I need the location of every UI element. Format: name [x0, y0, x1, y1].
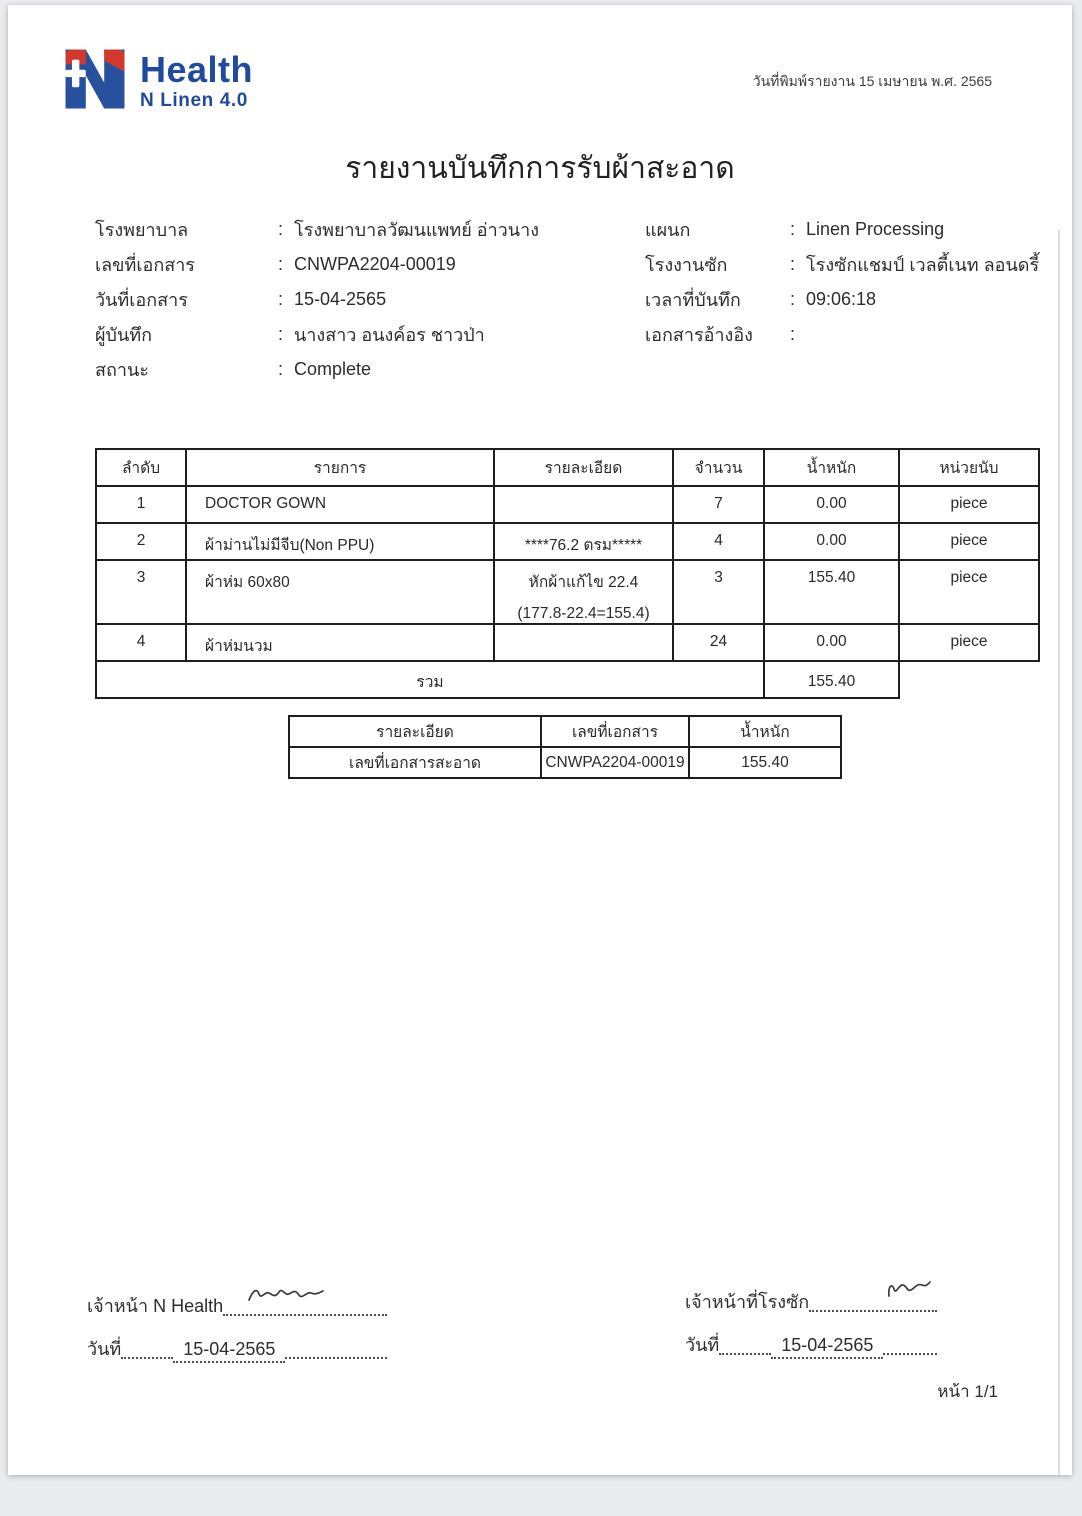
info-row-doc-date: [95, 282, 539, 317]
colon: :: [790, 289, 796, 309]
info-section-right: [645, 212, 1039, 352]
cell-item: ผ้าห่มนวม: [186, 624, 494, 661]
info-value: CNWPA2204-00019: [294, 254, 456, 274]
colon: :: [278, 289, 284, 309]
info-value: Linen Processing: [806, 219, 945, 239]
cell-item: DOCTOR GOWN: [186, 486, 494, 523]
info-row-record-time: [645, 282, 1039, 317]
cell-qty: 7: [673, 486, 764, 523]
page-number: หน้า 1/1: [937, 1382, 998, 1401]
cell-no: 2: [96, 523, 186, 560]
header-weight: น้ำหนัก: [764, 449, 899, 486]
dotted-line: [121, 1357, 173, 1359]
signature-block-nhealth: [87, 1292, 387, 1363]
date-label: วันที่: [685, 1335, 720, 1355]
cell-detail: ****76.2 ตรม*****: [494, 523, 673, 560]
colon: :: [790, 324, 796, 344]
summary-cell-docno: CNWPA2204-00019: [541, 747, 689, 778]
cell-unit: piece: [899, 486, 1039, 523]
info-section-left: [95, 212, 539, 387]
cell-qty: 24: [673, 624, 764, 661]
info-row-hospital: [95, 212, 539, 247]
cell-no: 4: [96, 624, 186, 661]
document-page: [8, 5, 1072, 1475]
info-value: โรงซักแชมป์ เวลตี้เนท ลอนดรี้: [806, 255, 1040, 275]
status-value: Complete: [294, 359, 372, 379]
print-date: วันที่พิมพ์รายงาน 15 เมษายน พ.ศ. 2565: [752, 73, 992, 89]
dotted-line: [285, 1357, 387, 1359]
table-row: [96, 486, 1039, 523]
nhealth-logo-icon: [60, 44, 130, 119]
header-qty: จำนวน: [673, 449, 764, 486]
info-label: เลขที่เอกสาร: [95, 255, 195, 275]
table-row: [96, 560, 1039, 624]
header-unit: หน่วยนับ: [899, 449, 1039, 486]
dotted-line: [809, 1310, 937, 1312]
info-row-doc-number: [95, 247, 539, 282]
cell-unit: piece: [899, 624, 1039, 661]
cell-detail: [494, 560, 673, 624]
nhealth-logo: [60, 44, 253, 119]
info-label: วันที่เอกสาร: [95, 290, 188, 310]
cell-weight: 155.40: [764, 560, 899, 624]
cell-detail: [494, 486, 673, 523]
summary-header: [289, 716, 841, 747]
header-detail: รายละเอียด: [494, 449, 673, 486]
items-table-header: [96, 449, 1039, 486]
summary-cell-weight: 155.40: [689, 747, 841, 778]
info-label: สถานะ: [95, 360, 149, 380]
signature-date: 15-04-2565: [173, 1339, 285, 1363]
info-label: แผนก: [645, 220, 691, 240]
cell-qty: 4: [673, 523, 764, 560]
empty-cell: [899, 661, 1039, 698]
signature-block-laundry: [685, 1288, 937, 1359]
signature-line: [685, 1288, 937, 1316]
info-value: นางสาว อนงค์อร ชาวป่า: [294, 325, 485, 345]
summary-header-weight: น้ำหนัก: [689, 716, 841, 747]
date-label: วันที่: [87, 1339, 122, 1359]
summary-header-docno: เลขที่เอกสาร: [541, 716, 689, 747]
info-label: โรงงานซัก: [645, 255, 728, 275]
product-name: N Linen 4.0: [140, 90, 248, 111]
colon: :: [278, 254, 284, 274]
detail-line-1: หักผ้าแก้ไข 22.4: [528, 574, 639, 591]
total-row: [96, 661, 1039, 698]
dotted-line: [883, 1353, 937, 1355]
cell-item: ผ้าห่ม 60x80: [186, 560, 494, 624]
colon: :: [278, 359, 284, 379]
cell-weight: 0.00: [764, 624, 899, 661]
brand-name: Health: [140, 49, 254, 90]
summary-header-detail: รายละเอียด: [289, 716, 541, 747]
summary-row: [289, 747, 841, 778]
items-table: [95, 448, 1040, 699]
report-title: รายงานบันทึกการรับผ้าสะอาด: [345, 152, 735, 185]
dotted-line: [719, 1353, 771, 1355]
cell-no: 1: [96, 486, 186, 523]
signature-date: 15-04-2565: [771, 1335, 883, 1359]
signature-date-line: [685, 1331, 937, 1359]
info-label: เอกสารอ้างอิง: [645, 325, 753, 345]
signature-label: เจ้าหน้า N Health: [87, 1296, 224, 1316]
colon: :: [790, 254, 796, 274]
header-no: ลำดับ: [96, 449, 186, 486]
info-row-reference: [645, 317, 1039, 352]
summary-table: [288, 715, 842, 779]
cell-weight: 0.00: [764, 486, 899, 523]
table-row: [96, 624, 1039, 661]
info-row-status: [95, 352, 539, 387]
colon: :: [790, 219, 796, 239]
colon: :: [278, 219, 284, 239]
table-row: [96, 523, 1039, 560]
signature-date-line: [87, 1335, 387, 1363]
header-item: รายการ: [186, 449, 494, 486]
cell-unit: piece: [899, 523, 1039, 560]
cell-detail: [494, 624, 673, 661]
cell-item: ผ้าม่านไม่มีจีบ(Non PPU): [186, 523, 494, 560]
cell-unit: piece: [899, 560, 1039, 624]
info-label: ผู้บันทึก: [95, 325, 153, 345]
info-label: เวลาที่บันทึก: [645, 290, 741, 310]
total-weight: 155.40: [764, 661, 899, 698]
info-label: โรงพยาบาล: [95, 220, 189, 240]
cell-no: 3: [96, 560, 186, 624]
total-label: รวม: [96, 661, 764, 698]
info-value: 15-04-2565: [294, 289, 387, 309]
info-row-recorder: [95, 317, 539, 352]
summary-cell-detail: เลขที่เอกสารสะอาด: [289, 747, 541, 778]
colon: :: [278, 324, 284, 344]
info-value: 09:06:18: [806, 289, 877, 309]
dotted-line: [223, 1314, 387, 1316]
signature-label: เจ้าหน้าที่โรงซัก: [685, 1292, 810, 1312]
info-row-laundry: [645, 247, 1039, 282]
cell-weight: 0.00: [764, 523, 899, 560]
signature-line: [87, 1292, 387, 1320]
detail-line-2: (177.8-22.4=155.4): [517, 605, 650, 622]
page-edge-shadow: [1058, 230, 1060, 1475]
info-value: โรงพยาบาลวัฒนแพทย์ อ่าวนาง: [294, 220, 539, 240]
info-row-department: [645, 212, 1039, 247]
cell-qty: 3: [673, 560, 764, 624]
